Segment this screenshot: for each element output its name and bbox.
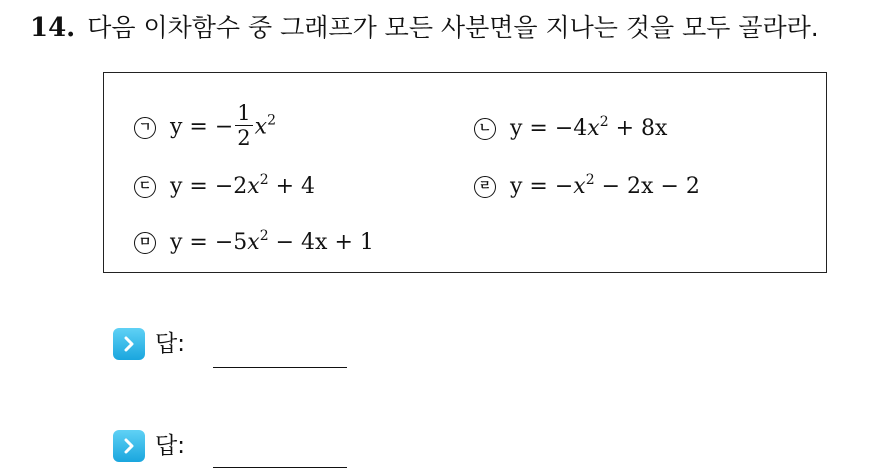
choice-marker: ㄷ: [134, 176, 156, 198]
formula-exponent: 2: [259, 228, 269, 244]
formula-suffix: − 2x − 2: [594, 174, 700, 199]
formula-suffix: + 4: [268, 174, 316, 199]
choice-marker: ㄴ: [474, 118, 496, 140]
chevron-right-icon: [113, 430, 145, 462]
choice-c: [134, 173, 315, 201]
question: [30, 12, 819, 44]
formula-variable: x: [254, 114, 268, 140]
question-number: 14.: [30, 13, 76, 43]
chevron-right-icon: [113, 328, 145, 360]
answer-input[interactable]: [213, 367, 347, 368]
choice-a: [134, 103, 276, 152]
choice-marker: ㅁ: [134, 232, 156, 254]
answer-label: 답:: [155, 433, 185, 459]
fraction-denominator: 2: [237, 126, 251, 150]
formula-prefix: y = −5: [170, 230, 248, 255]
formula-variable: x: [247, 174, 260, 199]
choice-marker: ㄹ: [474, 176, 496, 198]
choice-e: [134, 229, 374, 257]
choice-b: [474, 115, 667, 143]
answer-input[interactable]: [213, 467, 347, 468]
choice-formula: [510, 173, 700, 201]
choice-formula: [170, 229, 374, 257]
formula-variable: x: [587, 116, 600, 141]
choice-d: [474, 173, 700, 201]
choice-formula: [170, 173, 315, 201]
formula-prefix: y = −4: [510, 116, 588, 141]
choice-box: [103, 72, 827, 273]
formula-exponent: 2: [585, 172, 595, 188]
choice-marker: ㄱ: [134, 117, 156, 139]
formula-suffix: + 8x: [608, 116, 668, 141]
formula-exponent: 2: [259, 172, 269, 188]
answer-row: [113, 430, 189, 462]
choice-formula: [510, 115, 667, 143]
formula-suffix: − 4x + 1: [268, 230, 374, 255]
formula-prefix: y = −: [170, 114, 234, 140]
formula-exponent: 2: [267, 112, 277, 129]
formula-variable: x: [247, 230, 260, 255]
choice-formula: [170, 103, 276, 152]
fraction: [235, 101, 252, 150]
formula-exponent: 2: [599, 114, 609, 130]
formula-prefix: y = −: [510, 174, 574, 199]
answer-row: [113, 328, 189, 360]
formula-variable: x: [573, 174, 586, 199]
formula-prefix: y = −2: [170, 174, 248, 199]
question-text: 다음 이차함수 중 그래프가 모든 사분면을 지나는 것을 모두 골라라.: [87, 13, 819, 42]
answer-label: 답:: [155, 331, 185, 357]
fraction-numerator: 1: [237, 101, 251, 125]
